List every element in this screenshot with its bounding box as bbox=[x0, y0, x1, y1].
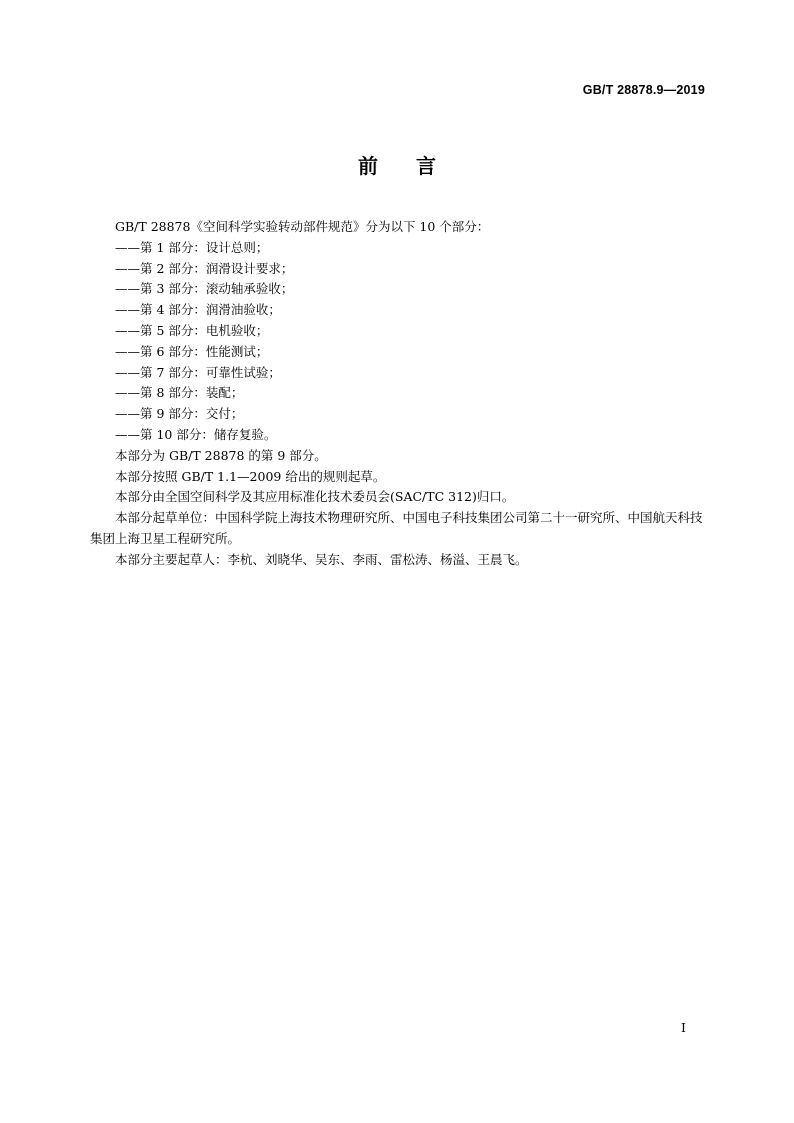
responsible-committee-paragraph: 本部分由全国空间科学及其应用标准化技术委员会(SAC/TC 312)归口。 bbox=[115, 489, 515, 505]
intro-paragraph: GB/T 28878《空间科学实验转动部件规范》分为以下 10 个部分： bbox=[115, 219, 490, 234]
list-item-part-10: ——第 10 部分：储存复验。 bbox=[115, 426, 277, 442]
page-number: I bbox=[681, 1020, 686, 1035]
list-item-part-2: ——第 2 部分：润滑设计要求； bbox=[115, 260, 294, 276]
list-item-part-4: ——第 4 部分：润滑油验收； bbox=[115, 302, 281, 318]
part-statement-paragraph: 本部分为 GB/T 28878 的第 9 部分。 bbox=[115, 447, 327, 463]
page-title: 前言 bbox=[358, 154, 474, 178]
standard-code-header: GB/T 28878.9—2019 bbox=[582, 83, 705, 97]
list-item-part-3: ——第 3 部分：滚动轴承验收； bbox=[115, 281, 294, 297]
list-item-part-9: ——第 9 部分：交付； bbox=[115, 406, 244, 422]
list-item-part-8: ——第 8 部分：装配； bbox=[115, 385, 244, 401]
list-item-part-1: ——第 1 部分：设计总则； bbox=[115, 239, 269, 255]
list-item-part-6: ——第 6 部分：性能测试； bbox=[115, 343, 269, 359]
list-item-part-7: ——第 7 部分：可靠性试验； bbox=[115, 364, 281, 380]
foreword-body bbox=[90, 217, 706, 571]
drafters-paragraph: 本部分主要起草人：李杭、刘晓华、吴东、李雨、雷松涛、杨溢、王晨飞。 bbox=[115, 551, 528, 567]
drafting-units-paragraph: 本部分起草单位：中国科学院上海技术物理研究所、中国电子科技集团公司第二十一研究所、中国航天科技集团上海卫星工程研究所。 bbox=[90, 510, 703, 546]
drafting-rules-paragraph: 本部分按照 GB/T 1.1—2009 给出的规则起草。 bbox=[115, 468, 386, 484]
list-item-part-5: ——第 5 部分：电机验收； bbox=[115, 322, 269, 338]
